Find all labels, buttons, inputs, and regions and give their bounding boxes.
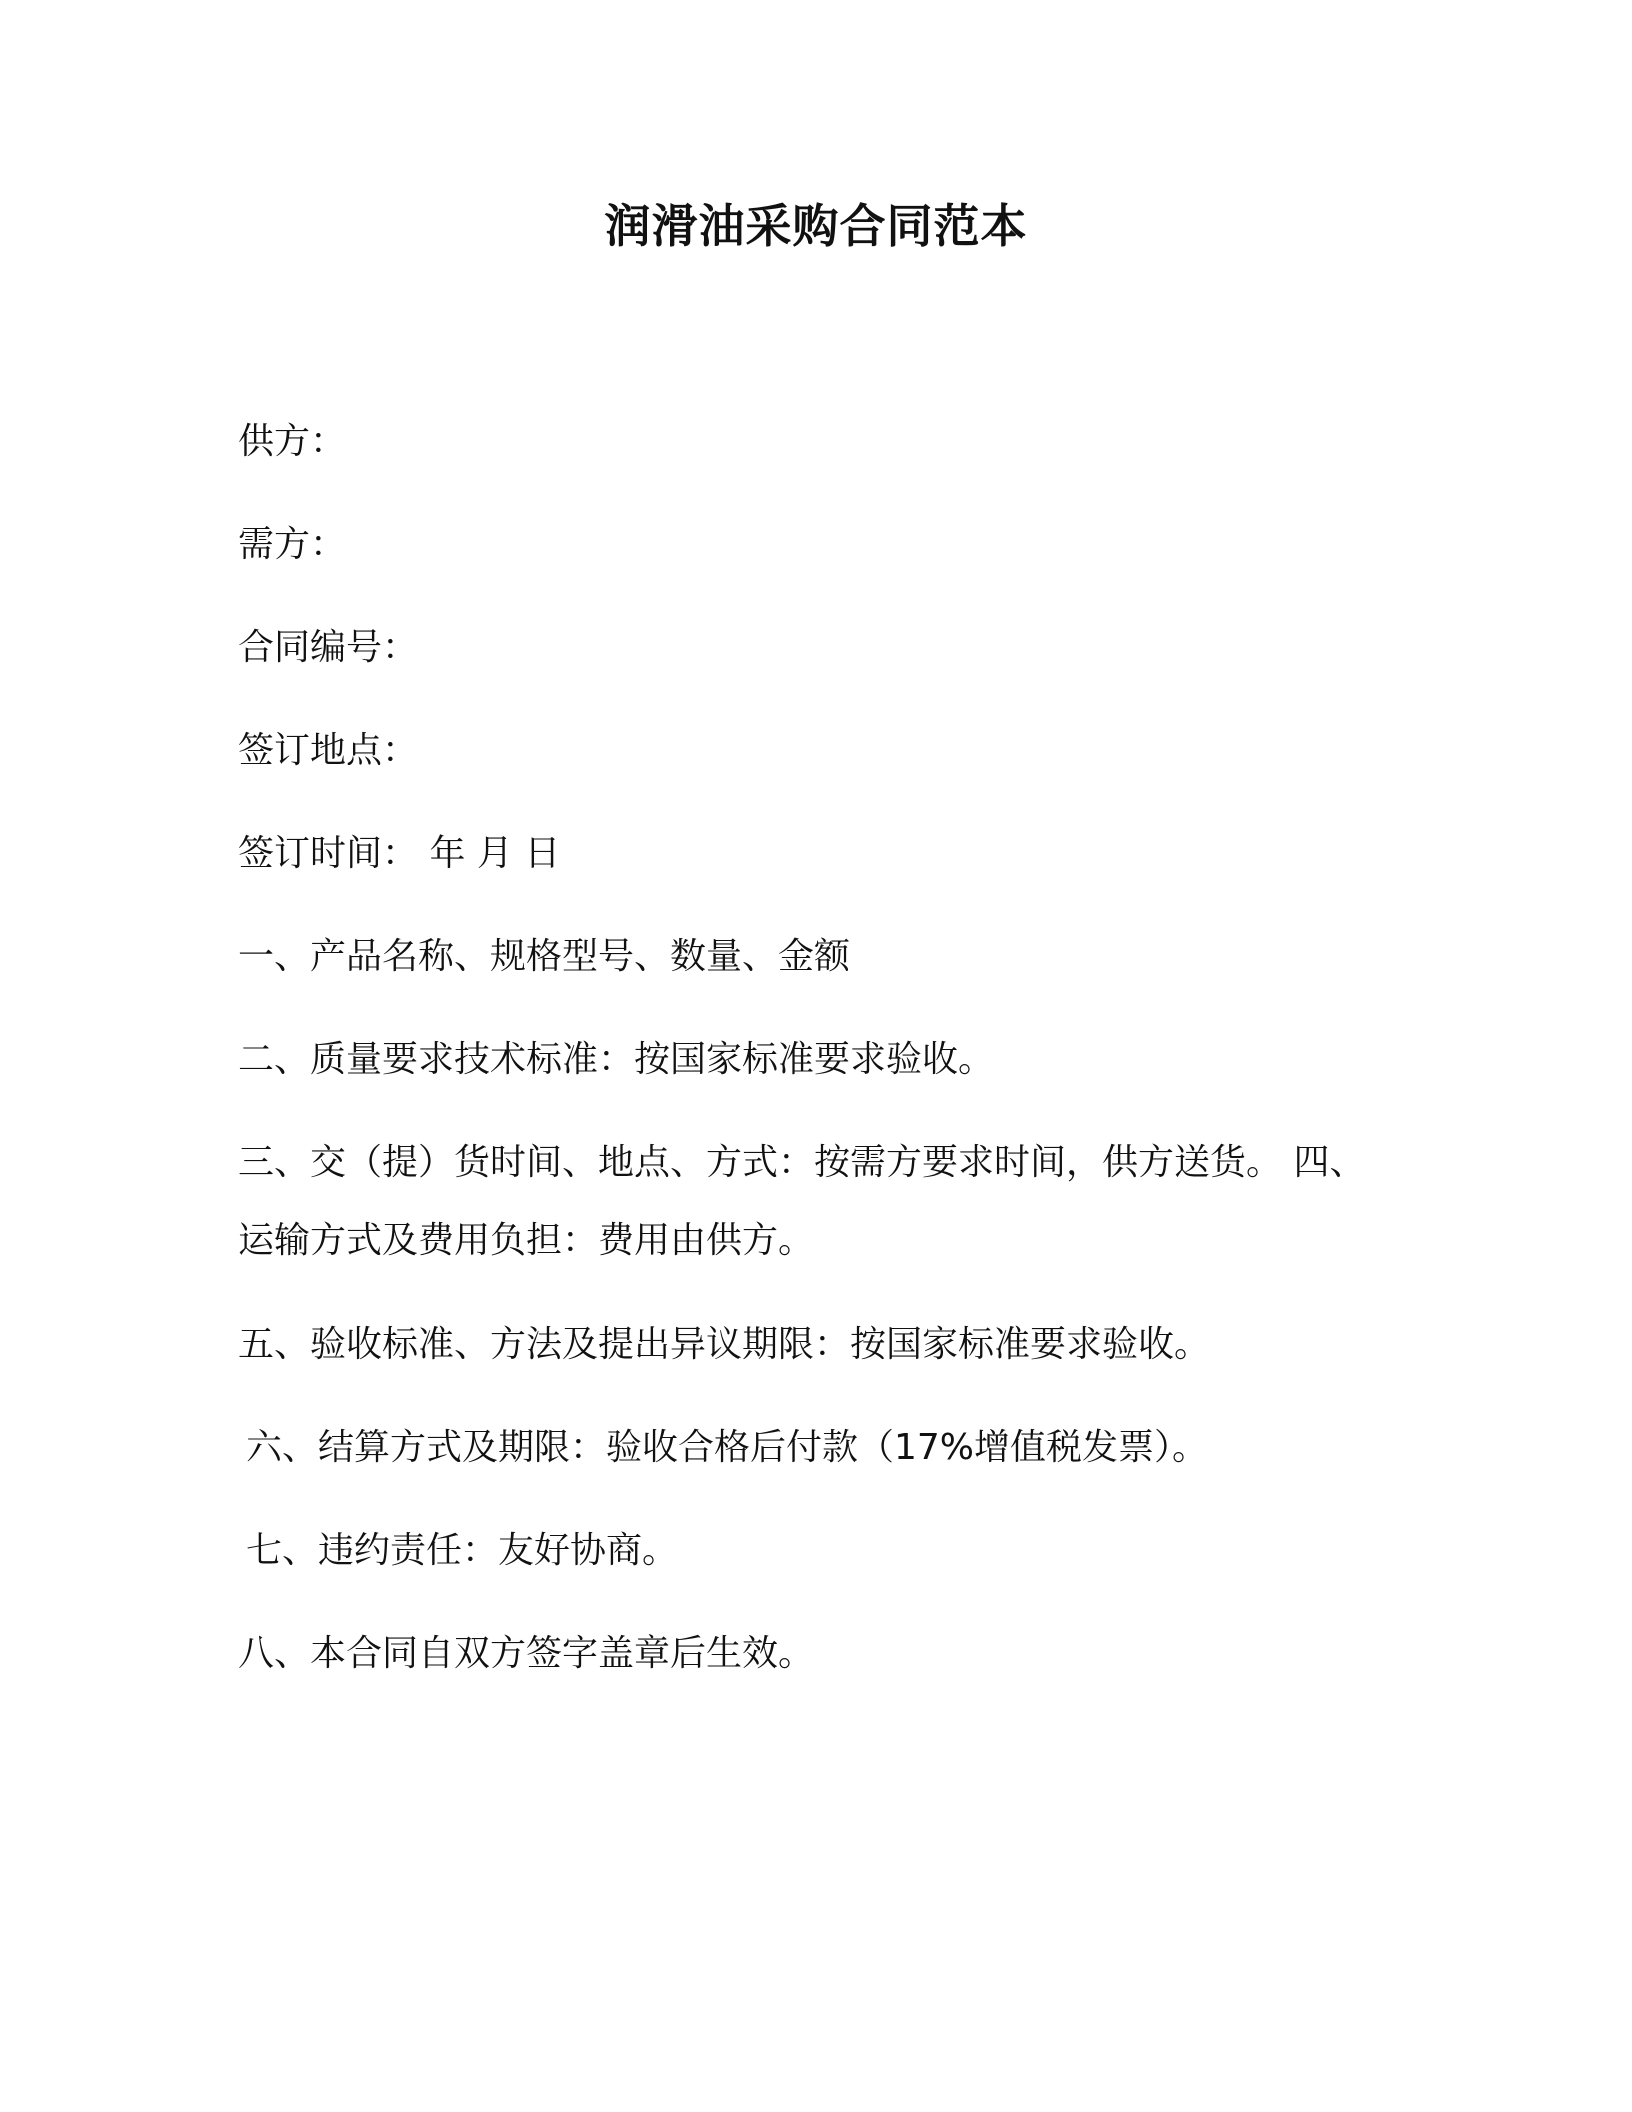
clause-8: 八、本合同自双方签字盖章后生效。 <box>238 1633 815 1674</box>
clause-2: 二、质量要求技术标准：按国家标准要求验收。 <box>238 1039 995 1080</box>
clause-5: 五、验收标准、方法及提出异议期限：按国家标准要求验收。 <box>238 1324 1211 1365</box>
field-supplier: 供方： <box>238 421 347 462</box>
field-sign-time: 签订时间： 年 月 日 <box>238 833 561 874</box>
field-contract-number: 合同编号： <box>238 627 419 668</box>
clause-1: 一、产品名称、规格型号、数量、金额 <box>238 936 851 977</box>
field-sign-place: 签订地点： <box>238 730 419 771</box>
field-buyer: 需方： <box>238 524 347 565</box>
document-title: 润滑油采购合同范本 <box>604 199 1028 253</box>
clause-7: 七、违约责任：友好协商。 <box>246 1530 679 1571</box>
clause-6: 六、结算方式及期限：验收合格后付款（17%增值税发票）。 <box>246 1427 1209 1468</box>
clause-3-4: 三、交（提）货时间、地点、方式：按需方要求时间，供方送货。 四、运输方式及费用负担：费用由供方。 <box>238 1142 1366 1261</box>
